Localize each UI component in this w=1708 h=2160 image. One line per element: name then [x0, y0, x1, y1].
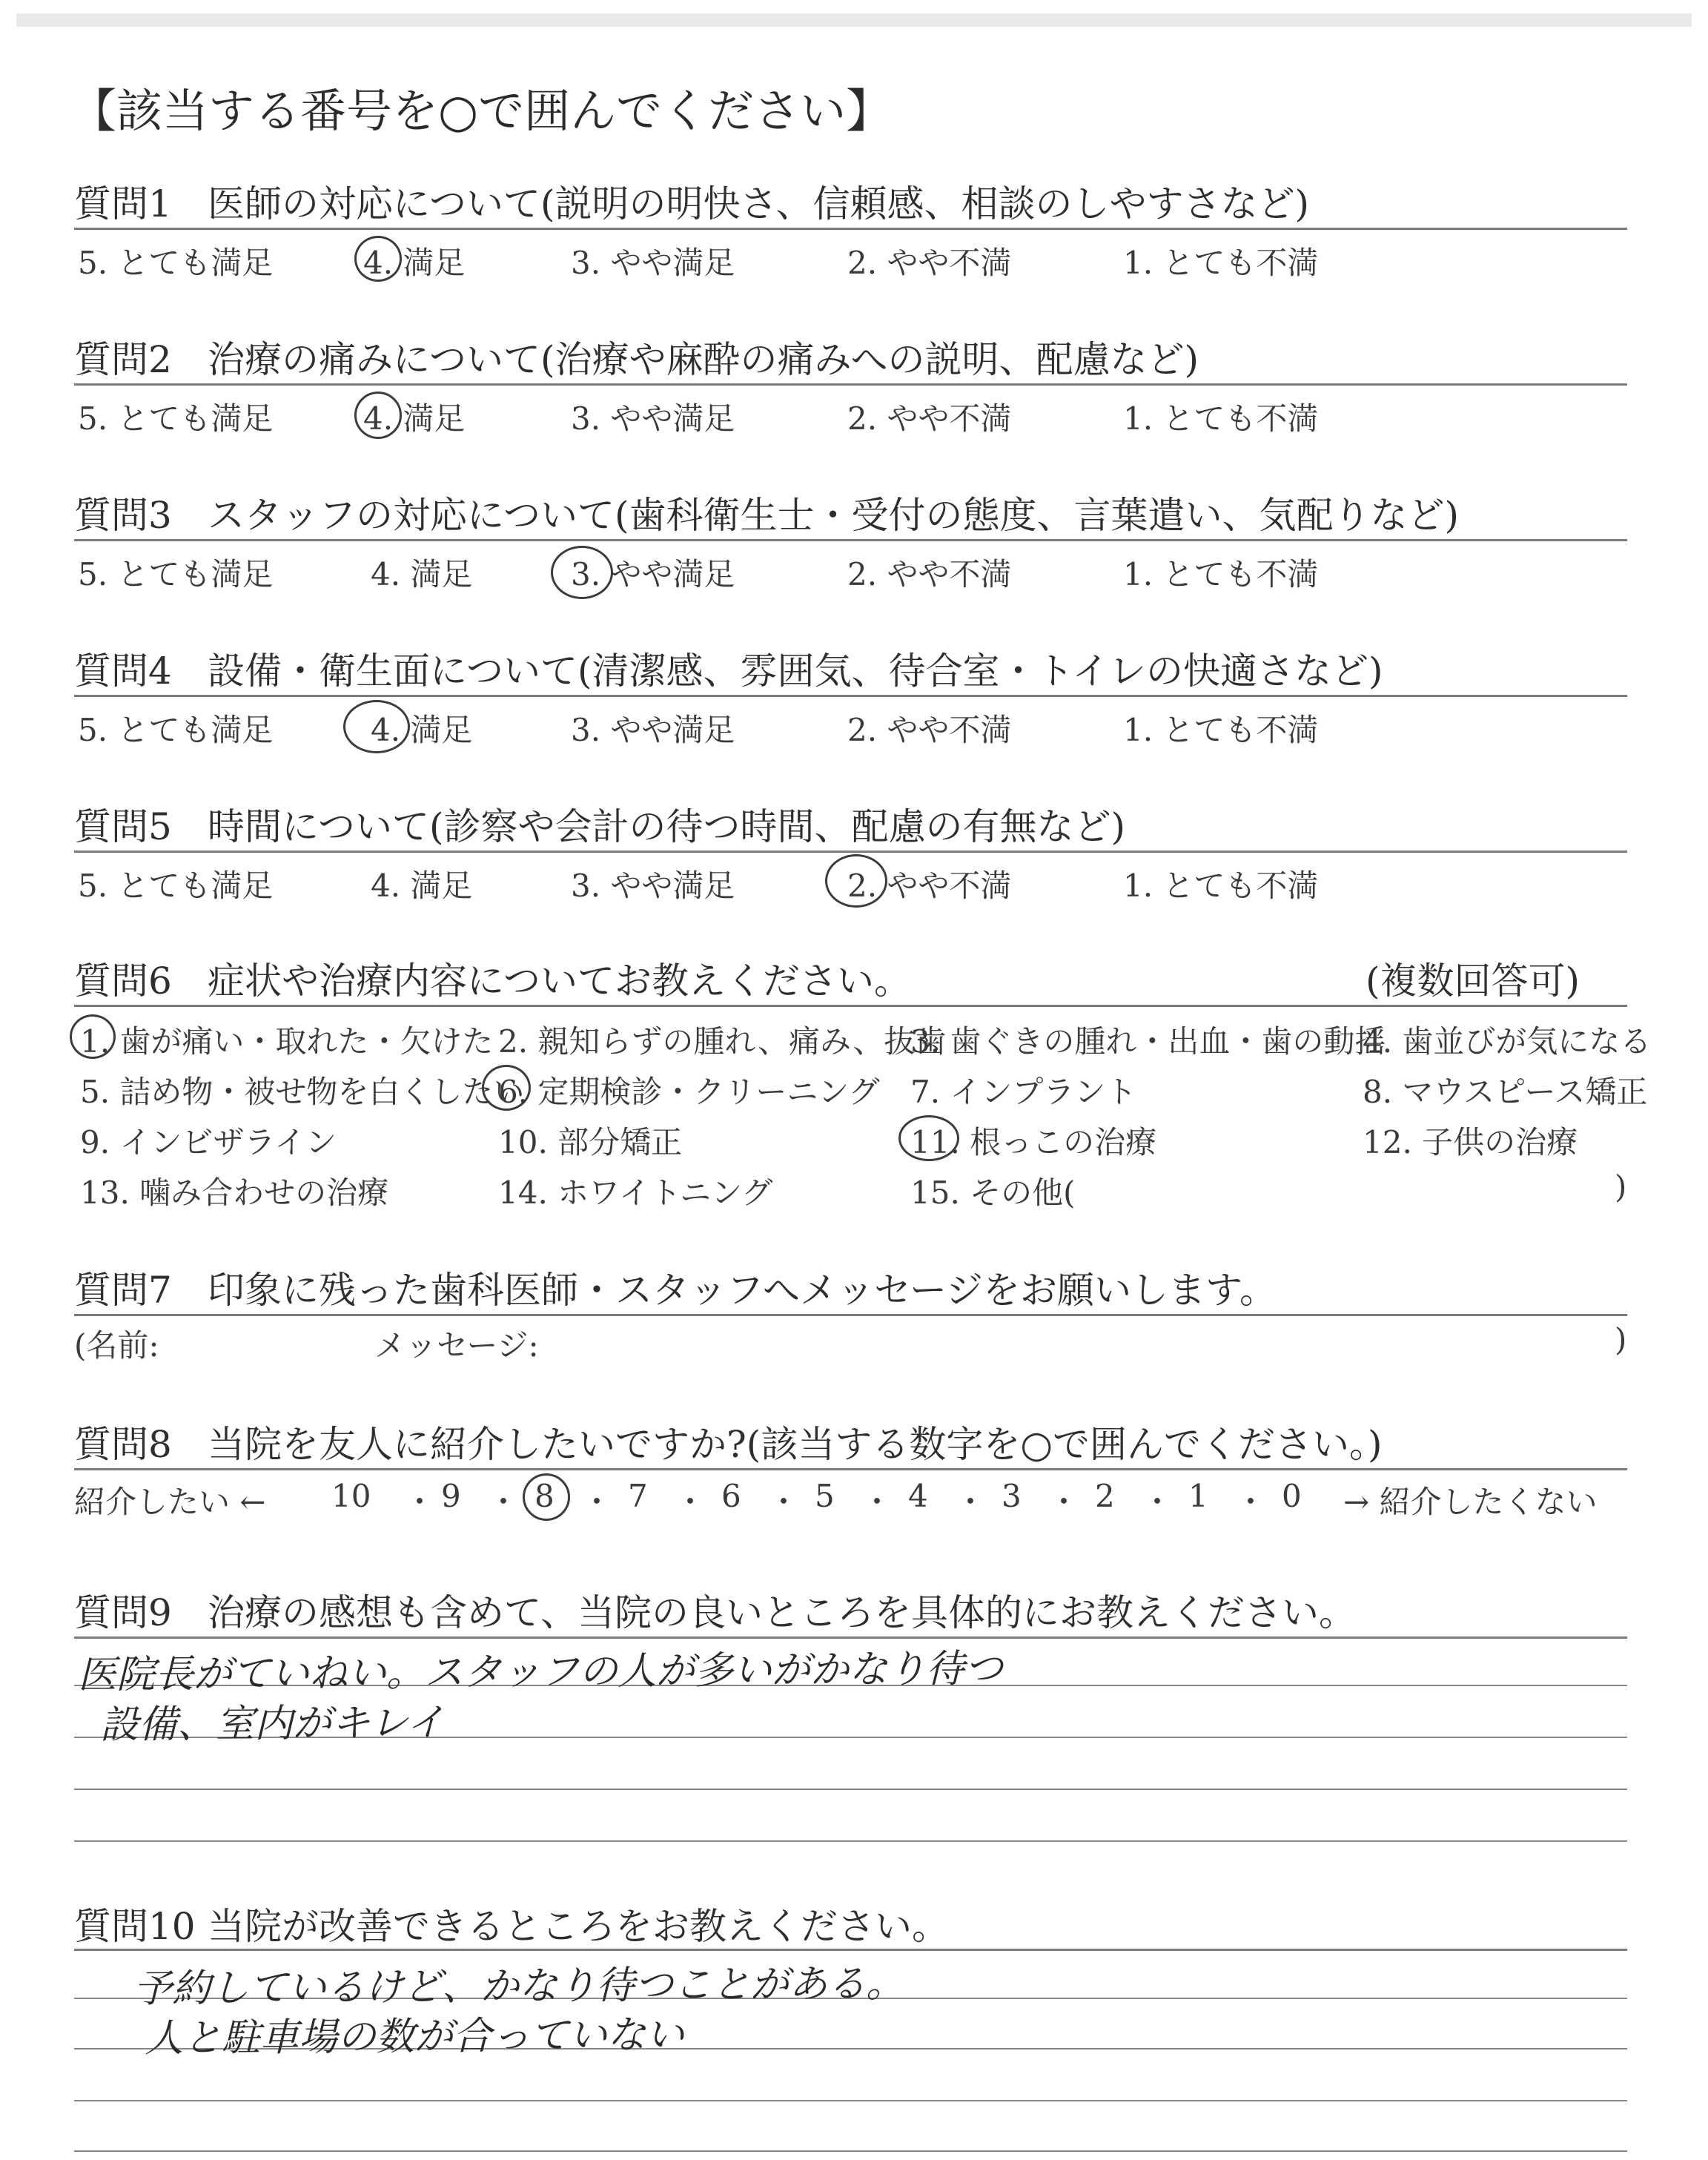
question-10-title	[74, 1897, 949, 1950]
q4-option-2[interactable]: 2. やや不満	[847, 712, 1012, 748]
q4-option-3[interactable]: 3. やや満足	[571, 712, 735, 748]
q6-item-11[interactable]: 11. 根っこの治療	[910, 1124, 1157, 1160]
q7-name-label: (名前:	[74, 1327, 159, 1364]
question-1-title	[74, 174, 1309, 228]
question-5-rule	[74, 851, 1627, 853]
q5-option-3[interactable]: 3. やや満足	[571, 868, 735, 904]
question-2-text: 治療の痛みについて(治療や麻酔の痛みへの説明、配慮など)	[208, 338, 1199, 381]
q8-right-label: → 紹介したくない	[1343, 1484, 1598, 1520]
q8-score-8[interactable]: 8	[534, 1478, 555, 1514]
q2-option-2[interactable]: 2. やや不満	[847, 400, 1012, 437]
q5-option-4[interactable]: 4. 満足	[371, 868, 473, 904]
q5-option-1[interactable]: 1. とても不満	[1123, 868, 1319, 904]
question-4-number: 質問4	[74, 650, 172, 693]
question-1-number: 質問1	[74, 182, 172, 225]
q5-answer-circle	[825, 854, 887, 908]
q8-sep-1: ・	[404, 1484, 436, 1520]
q3-option-2[interactable]: 2. やや不満	[847, 556, 1012, 592]
q8-score-1[interactable]: 1	[1188, 1478, 1208, 1514]
question-5-number: 質問5	[74, 805, 172, 848]
q10-answer-line-3	[74, 2100, 1627, 2101]
q8-sep-6: ・	[861, 1484, 893, 1520]
question-9-number: 質問9	[74, 1591, 172, 1634]
question-7-text: 印象に残った歯科医師・スタッフへメッセージをお願いします。	[208, 1269, 1277, 1312]
question-6-rule	[74, 1005, 1627, 1007]
question-9-title	[74, 1583, 1356, 1636]
question-3-text: スタッフの対応について(歯科衛生士・受付の態度、言葉遣い、気配りなど)	[208, 494, 1460, 537]
q1-option-4[interactable]: 4. 満足	[363, 245, 466, 281]
q6-answer-circle-1	[70, 1014, 116, 1059]
question-8-number: 質問8	[74, 1423, 172, 1466]
q8-score-6[interactable]: 6	[721, 1478, 741, 1514]
q6-item-5[interactable]: 5. 詰め物・被せ物を白くしたい	[80, 1074, 525, 1110]
q1-option-2[interactable]: 2. やや不満	[847, 245, 1012, 281]
q6-item-15[interactable]: 15. その他(	[910, 1175, 1076, 1211]
q9-handwritten-answer-2: 設備、室内がキレイ	[99, 1700, 446, 1748]
q7-message-label: メッセージ:	[374, 1327, 539, 1364]
q8-score-4[interactable]: 4	[908, 1478, 928, 1514]
q4-option-4[interactable]: 4. 満足	[371, 712, 473, 748]
question-9-text: 治療の感想も含めて、当院の良いところを具体的にお教えください。	[208, 1591, 1356, 1634]
question-10-rule	[74, 1949, 1627, 1951]
q9-handwritten-answer-1: 医院長がていねい。スタッフの人が多いがかなり待つ	[77, 1646, 1004, 1698]
q6-item-1[interactable]: 1. 歯が痛い・取れた・欠けた	[80, 1023, 494, 1060]
q8-sep-8: ・	[1048, 1484, 1080, 1520]
q4-answer-circle	[343, 700, 410, 753]
scan-edge	[16, 13, 1692, 27]
question-3-rule	[74, 539, 1627, 541]
q6-item-9[interactable]: 9. インビザライン	[80, 1124, 337, 1160]
q8-score-9[interactable]: 9	[441, 1478, 461, 1514]
q8-score-5[interactable]: 5	[815, 1478, 835, 1514]
q10-handwritten-answer-1: 予約しているけど、かなり待つことがある。	[133, 1961, 905, 2012]
q8-sep-3: ・	[581, 1484, 613, 1520]
q3-option-4[interactable]: 4. 満足	[371, 556, 473, 592]
q1-option-5[interactable]: 5. とても満足	[78, 245, 274, 281]
question-2-number: 質問2	[74, 338, 172, 381]
q10-answer-line-4	[74, 2150, 1627, 2152]
question-7-title	[74, 1261, 1277, 1314]
q8-sep-7: ・	[955, 1484, 987, 1520]
q3-answer-circle	[551, 546, 613, 599]
q8-score-2[interactable]: 2	[1095, 1478, 1115, 1514]
question-8-title	[74, 1415, 1382, 1468]
q8-answer-circle	[523, 1473, 570, 1521]
question-6-number: 質問6	[74, 960, 172, 1003]
question-6-title	[74, 951, 911, 1005]
q9-answer-line-3	[74, 1789, 1627, 1790]
q8-score-3[interactable]: 3	[1002, 1478, 1022, 1514]
q6-item-7[interactable]: 7. インプラント	[910, 1074, 1137, 1110]
question-4-text: 設備・衛生面について(清潔感、雰囲気、待合室・トイレの快適さなど)	[208, 650, 1383, 693]
q2-option-4[interactable]: 4. 満足	[363, 400, 466, 437]
q6-answer-circle-11	[898, 1115, 959, 1161]
q6-item-15-close: )	[1615, 1169, 1627, 1205]
question-5-title	[74, 797, 1125, 851]
question-10-text: 当院が改善できるところをお教えください。	[208, 1905, 949, 1948]
q8-sep-5: ・	[768, 1484, 800, 1520]
q8-left-label: 紹介したい ←	[74, 1484, 266, 1520]
q1-option-3[interactable]: 3. やや満足	[571, 245, 735, 281]
q6-item-2[interactable]: 2. 親知らずの腫れ、痛み、抜歯	[498, 1023, 947, 1060]
q4-option-1[interactable]: 1. とても不満	[1123, 712, 1319, 748]
question-8-rule	[74, 1468, 1627, 1470]
q8-sep-2: ・	[488, 1484, 520, 1520]
q7-close-paren: )	[1615, 1321, 1627, 1358]
question-6-text: 症状や治療内容についてお教えください。	[208, 960, 911, 1003]
question-10-number: 質問10	[74, 1905, 196, 1948]
q3-option-3[interactable]: 3. やや満足	[571, 556, 735, 592]
question-7-rule	[74, 1314, 1627, 1316]
question-7-number: 質問7	[74, 1269, 172, 1312]
form-header: 【該当する番号を○で囲んでください】	[70, 84, 893, 138]
q2-option-5[interactable]: 5. とても満足	[78, 400, 274, 437]
q6-item-10[interactable]: 10. 部分矯正	[498, 1124, 683, 1160]
q4-option-5[interactable]: 5. とても満足	[78, 712, 274, 748]
q2-option-3[interactable]: 3. やや満足	[571, 400, 735, 437]
q6-item-8[interactable]: 8. マウスピース矯正	[1363, 1074, 1648, 1110]
q6-item-3[interactable]: 3. 歯ぐきの腫れ・出血・歯の動揺	[910, 1023, 1386, 1060]
question-3-number: 質問3	[74, 494, 172, 537]
q9-answer-line-4	[74, 1840, 1627, 1842]
question-6-multiple-note: (複数回答可)	[1366, 960, 1580, 1003]
q8-sep-9: ・	[1142, 1484, 1174, 1520]
q6-item-12[interactable]: 12. 子供の治療	[1363, 1124, 1578, 1160]
q2-option-1[interactable]: 1. とても不満	[1123, 400, 1319, 437]
q5-option-2[interactable]: 2. やや不満	[847, 868, 1012, 904]
q3-option-1[interactable]: 1. とても不満	[1123, 556, 1319, 592]
q2-answer-circle	[354, 392, 402, 439]
q5-option-5[interactable]: 5. とても満足	[78, 868, 274, 904]
q8-score-0[interactable]: 0	[1282, 1478, 1302, 1514]
q6-item-6[interactable]: 6. 定期検診・クリーニング	[498, 1074, 880, 1110]
q6-item-14[interactable]: 14. ホワイトニング	[498, 1175, 773, 1211]
question-1-text: 医師の対応について(説明の明快さ、信頼感、相談のしやすさなど)	[208, 182, 1310, 225]
q10-handwritten-answer-2: 人と駐車場の数が合っていない	[144, 2012, 685, 2061]
question-4-title	[74, 641, 1383, 695]
q6-item-13[interactable]: 13. 噛み合わせの治療	[80, 1175, 389, 1211]
question-5-text: 時間について(診察や会計の待つ時間、配慮の有無など)	[208, 805, 1126, 848]
q6-answer-circle-6	[482, 1065, 531, 1111]
q6-item-4[interactable]: 4. 歯並びが気になる	[1363, 1023, 1652, 1060]
question-8-text: 当院を友人に紹介したいですか?(該当する数字を○で囲んでください。)	[208, 1423, 1383, 1466]
q8-sep-4: ・	[675, 1484, 706, 1520]
question-4-rule	[74, 695, 1627, 697]
q8-score-10[interactable]: 10	[331, 1478, 371, 1514]
q1-answer-circle	[354, 236, 402, 282]
q8-score-7[interactable]: 7	[628, 1478, 648, 1514]
question-2-title	[74, 330, 1199, 383]
question-1-rule	[74, 228, 1627, 230]
question-3-title	[74, 486, 1459, 539]
q1-option-1[interactable]: 1. とても不満	[1123, 245, 1319, 281]
q8-sep-10: ・	[1235, 1484, 1267, 1520]
question-2-rule	[74, 383, 1627, 386]
q3-option-5[interactable]: 5. とても満足	[78, 556, 274, 592]
